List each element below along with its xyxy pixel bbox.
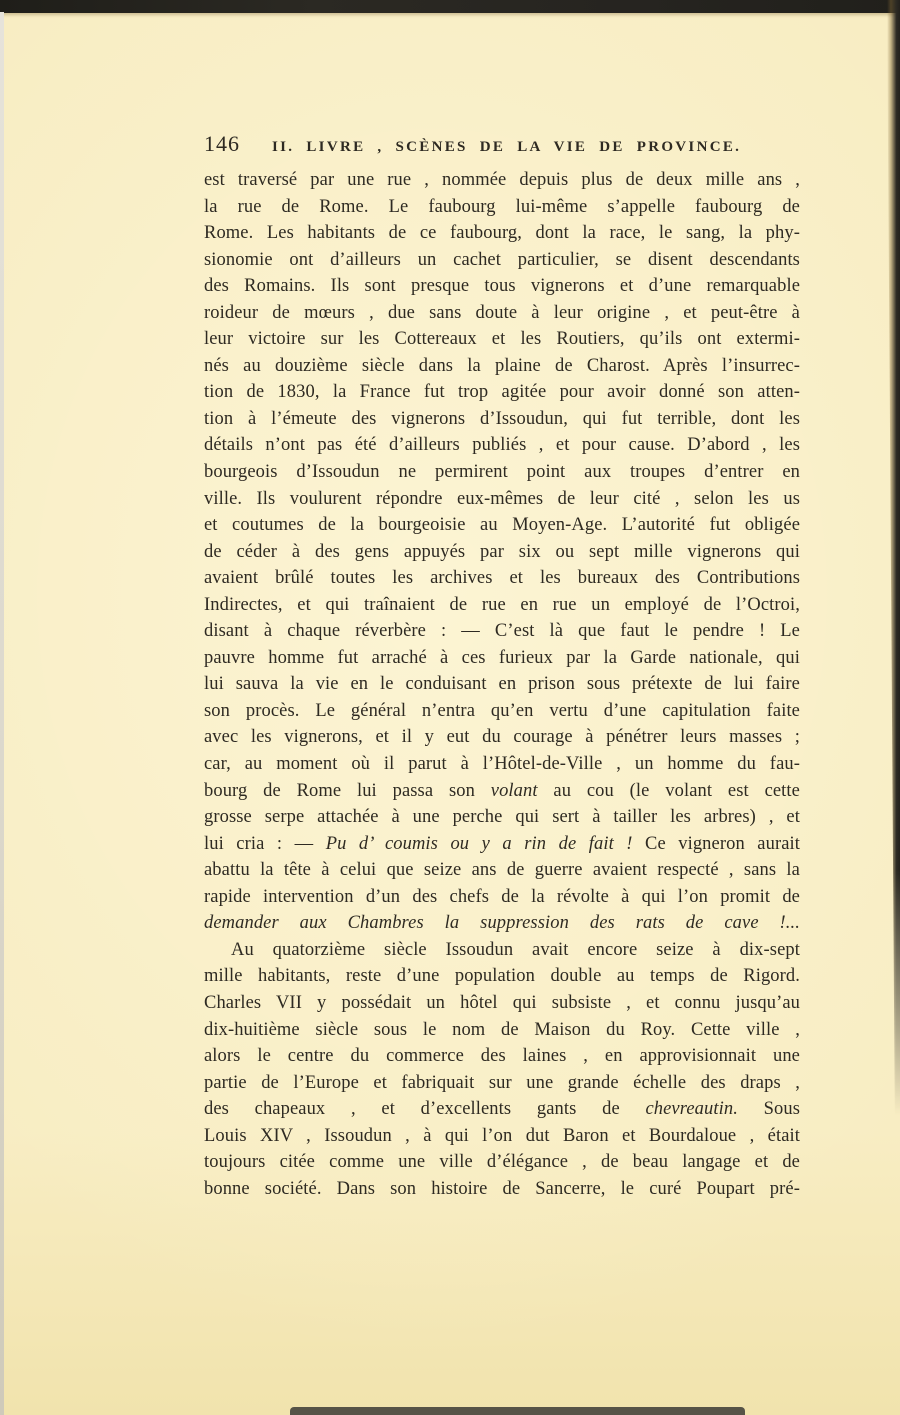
- text-line: [204, 565, 800, 592]
- text-line: [204, 1096, 800, 1123]
- text-line: [204, 194, 800, 221]
- text-segment: de céder à des gens appuyés par six ou sept mille vignerons qui: [204, 541, 800, 562]
- text-segment: abattu la tête à celui que seize ans de guerre avaient respecté , sans la: [204, 860, 800, 881]
- text-segment: son procès. Le général n’entra qu’en vertu d’une capitulation faite: [204, 700, 800, 721]
- scan-edge-right: [887, 0, 900, 1115]
- text-line: [204, 406, 800, 433]
- text-segment: leur victoire sur les Cottereaux et les Routiers, qu’ils ont extermi-: [204, 329, 800, 350]
- text-line: [204, 1070, 800, 1097]
- text-line: [204, 220, 800, 247]
- text-segment: ville. Ils voulurent répondre eux-mêmes de leur cité , selon les us: [204, 488, 800, 509]
- text-segment: alors le centre du commerce des laines , en approvisionnait une: [204, 1046, 800, 1067]
- running-title: II. LIVRE , SCÈNES DE LA VIE DE PROVINCE.: [272, 139, 742, 155]
- text-line: [204, 857, 800, 884]
- text-line: [204, 300, 800, 327]
- text-line: [204, 592, 800, 619]
- text-line: [204, 831, 800, 858]
- text-segment: roideur de mœurs , due sans doute à leur origine , et peut-être à: [204, 302, 800, 323]
- page-number: 146: [204, 131, 240, 156]
- text-segment: bourgeois d’Issoudun ne permirent point aux troupes d’entrer en: [204, 462, 800, 483]
- text-segment: grosse serpe attachée à une perche qui sert à tailler les arbres) , et: [204, 807, 800, 828]
- text-segment: Rome. Les habitants de ce faubourg, dont la race, le sang, la phy-: [204, 223, 800, 244]
- text-segment: mille habitants, reste d’une population double au temps de Rigord.: [204, 966, 800, 987]
- text-segment: nés au douzième siècle dans la plaine de Charost. Après l’insurrec-: [204, 355, 800, 376]
- text-segment: Indirectes, et qui traînaient de rue en rue un employé de l’Octroi,: [204, 594, 800, 615]
- scan-edge-left: [0, 12, 4, 1415]
- text-segment: volant: [490, 780, 538, 801]
- text-line: [204, 247, 800, 274]
- text-line: [204, 1176, 800, 1203]
- text-line: [204, 618, 800, 645]
- text-segment: sionomie ont d’ailleurs un cachet particulier, se disent descendants: [204, 249, 800, 270]
- text-line: [204, 937, 800, 964]
- text-segment: Sous: [737, 1099, 800, 1120]
- text-line: [204, 910, 800, 937]
- text-line: [204, 326, 800, 353]
- text-segment: Ce vigneron aurait: [632, 833, 800, 854]
- text-segment: Pu d’ coumis ou y a rin de fait !: [325, 833, 633, 854]
- text-segment: car, au moment où il parut à l’Hôtel-de-Ville , un homme du fau-: [204, 754, 800, 775]
- text-segment: des chapeaux , et d’excellents gants de: [204, 1099, 646, 1120]
- text-line: [204, 486, 800, 513]
- text-segment: lui sauva la vie en le conduisant en prison sous prétexte de lui faire: [204, 674, 800, 695]
- text-line: [204, 990, 800, 1017]
- text-segment: tion à l’émeute des vignerons d’Issoudun, qui fut terrible, dont les: [204, 408, 800, 429]
- text-line: [204, 884, 800, 911]
- text-segment: est traversé par une rue , nommée depuis plus de deux mille ans ,: [204, 170, 800, 190]
- text-line: [204, 167, 800, 194]
- text-segment: des Romains. Ils sont presque tous vignerons et d’une remarquable: [204, 276, 800, 297]
- text-line: [204, 1017, 800, 1044]
- text-line: [204, 1043, 800, 1070]
- scan-edge-bottom-bar: [290, 1407, 745, 1415]
- text-segment: Charles VII y possédait un hôtel qui subsiste , et connu jusqu’au: [204, 992, 800, 1013]
- text-line: [204, 273, 800, 300]
- text-segment: Au quatorzième siècle Issoudun avait encore seize à dix-sept: [231, 939, 800, 960]
- text-segment: tion de 1830, la France fut trop agitée pour avoir donné son atten-: [204, 382, 800, 403]
- text-line: [204, 751, 800, 778]
- text-segment: dix-huitième siècle sous le nom de Maison du Roy. Cette ville ,: [204, 1019, 800, 1040]
- body-text-block: [204, 167, 800, 1202]
- text-segment: bourg de Rome lui passa son: [204, 780, 491, 801]
- text-segment: Louis XIV , Issoudun , à qui l’on dut Baron et Bourdaloue , était: [204, 1125, 800, 1146]
- text-segment: avec les vignerons, et il y eut du courage à pénétrer leurs masses ;: [204, 727, 800, 748]
- text-segment: et coutumes de la bourgeoisie au Moyen-Age. L’autorité fut obligée: [204, 515, 800, 536]
- text-line: [204, 353, 800, 380]
- text-segment: bonne société. Dans son histoire de Sancerre, le curé Poupart pré-: [204, 1178, 800, 1199]
- text-line: [204, 512, 800, 539]
- text-line: [204, 459, 800, 486]
- text-line: [204, 778, 800, 805]
- text-line: [204, 671, 800, 698]
- text-segment: chevreautin.: [645, 1099, 738, 1120]
- text-segment: disant à chaque réverbère : — C’est là que faut le pendre ! Le: [204, 621, 800, 642]
- text-segment: détails n’ont pas été d’ailleurs publiés , et pour cause. D’abord , les: [204, 435, 800, 456]
- text-segment: toujours citée comme une ville d’élégance , de beau langage et de: [204, 1152, 800, 1173]
- text-segment: au cou (le volant est cette: [537, 780, 800, 801]
- text-segment: demander aux Chambres la suppression des rats de cave !...: [204, 913, 800, 934]
- text-line: [204, 1123, 800, 1150]
- text-line: [204, 539, 800, 566]
- text-line: [204, 645, 800, 672]
- text-segment: la rue de Rome. Le faubourg lui-même s’appelle faubourg de: [204, 196, 800, 217]
- text-line: [204, 698, 800, 725]
- text-segment: lui cria : —: [204, 833, 326, 854]
- text-segment: partie de l’Europe et fabriquait sur une grande échelle des draps ,: [204, 1072, 800, 1093]
- text-line: [204, 724, 800, 751]
- text-line: [204, 379, 800, 406]
- running-head: [204, 131, 800, 157]
- text-line: [204, 804, 800, 831]
- text-segment: rapide intervention d’un des chefs de la révolte à qui l’on promit de: [204, 886, 800, 907]
- text-line: [204, 963, 800, 990]
- text-line: [204, 432, 800, 459]
- text-segment: avaient brûlé toutes les archives et les bureaux des Contributions: [204, 568, 800, 589]
- text-segment: pauvre homme fut arraché à ces furieux par la Garde nationale, qui: [204, 647, 800, 668]
- scan-edge-top: [0, 0, 900, 13]
- text-line: [204, 1149, 800, 1176]
